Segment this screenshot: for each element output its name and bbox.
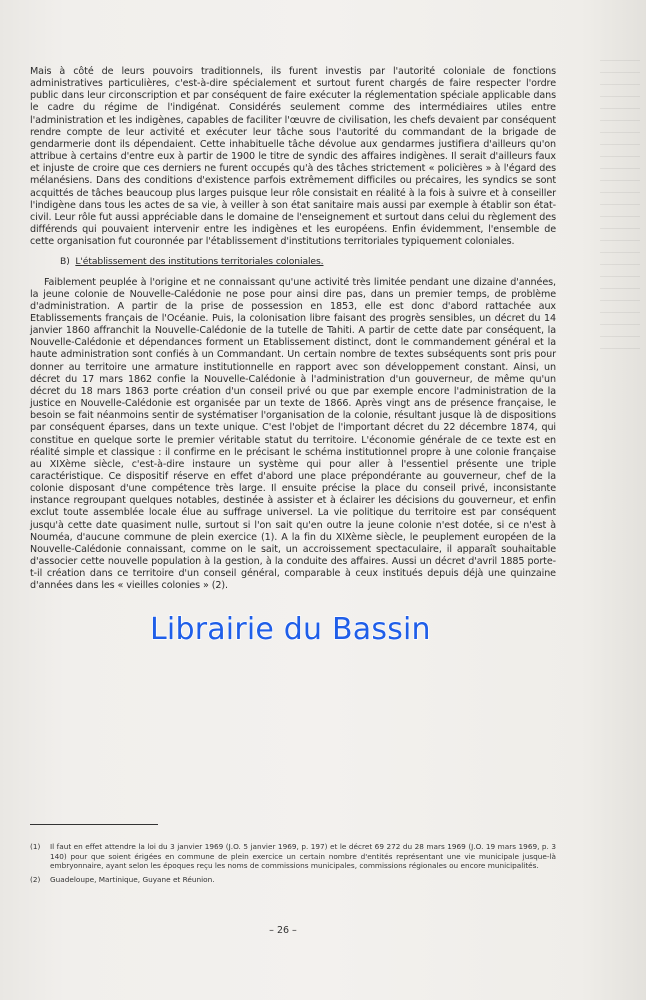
section-heading xyxy=(60,256,556,268)
section-heading-title: L'établissement des institutions territoriales coloniales. xyxy=(75,256,324,268)
body-text xyxy=(30,66,556,593)
footnote-number: (2) xyxy=(30,874,41,884)
footnote-text: Guadeloupe, Martinique, Guyane et Réunion. xyxy=(50,874,215,884)
footnote-separator xyxy=(30,824,158,825)
page-number: – 26 – xyxy=(269,925,297,936)
watermark-text: Librairie du Bassin xyxy=(150,612,431,647)
footnote-number: (1) xyxy=(30,842,41,851)
footnote-text: Il faut en effet attendre la loi du 3 janvier 1969 (J.O. 5 janvier 1969, p. 197) et le décret 69 272 du 28 mars 1969 (J.O. 19 mars 1969, p. 3 140) pour que soient érigées en commune de plein exercice un certain nombre d'entités représentant une vie municipale jusque-là embryonnaire, ayant selon les époques reçu les noms de commissions municipales, commissions régionales ou encore municipalités. xyxy=(50,842,556,871)
bleed-through-shadow xyxy=(600,60,640,360)
footnote-2 xyxy=(30,875,556,885)
footnote-1 xyxy=(30,842,556,871)
footnotes xyxy=(30,842,556,888)
paragraph-institutions: Faiblement peuplée à l'origine et ne connaissant qu'une activité très limitée pendant une dizaine d'années, la jeune colonie de Nouvelle-Calédonie ne pose pour ainsi dire pas, dans un premier temps, de problème d'administration. A partir de la prise de possession en 1853, elle est donc d'abord rattachée aux Etablissements français de l'Océanie. Puis, la colonisation libre faisant des progrès sensibles, un décret du 14 janvier 1860 affranchit la Nouvelle-Calédonie de la tutelle de Tahiti. A partir de cette date par conséquent, la Nouvelle-Calédonie et dépendances forment un Etablissement distinct, dont le commandement général et la haute administration sont confiés à un Commandant. Un certain nombre de textes subséquents sont pris pour donner au territoire une armature institutionnelle en rapport avec son développement constant. Ainsi, un décret du 17 mars 1862 confie la Nouvelle-Calédonie à l'administration d'un gouverneur, de même qu'un décret du 18 mars 1863 porte création d'un conseil privé ou que par exemple encore l'administration de la justice en Nouvelle-Calédonie est organisée par un texte de 1866. Après vingt ans de présence française, le besoin se fait néanmoins sentir de systématiser l'organisation de la colonie, résultant jusque là de dispositions par conséquent éparses, dans un texte unique. C'est l'objet de l'important décret du 22 décembre 1874, qui constitue en quelque sorte le premier véritable statut du territoire. L'économie générale de ce texte est en réalité simple et classique : il confirme en le précisant le schéma institutionnel propre à une colonie française au XIXème siècle, c'est-à-dire instaure un système qui pour aller à l'essentiel présente une triple caractéristique. Ce dispositif réserve en effet d'abord une place prépondérante au gouverneur, chef de la colonie disposant d'une compétence très large. Il ensuite précise la place du conseil privé, inconsistante instance regroupant quelques notables, destinée à assister et à éclairer les décisions du gouverneur, et enfin exclut toute assemblée locale élue au suffrage universel. La vie politique du territoire est par conséquent jusqu'à cette date quasiment nulle, surtout si l'on sait qu'en outre la jeune colonie n'est dotée, si ce n'est à Nouméa, d'aucune commune de plein exercice (1). A la fin du XIXème siècle, le peuplement européen de la Nouvelle-Calédonie connaissant, comme on le sait, un accroissement spectaculaire, il apparaît souhaitable d'associer cette nouvelle population à la gestion, à la conduite des affaires. Aussi un décret d'avril 1885 porte-t-il création dans ce territoire d'un conseil général, comparable à ceux institués depuis déjà une quinzaine d'années dans les « vieilles colonies » (2). xyxy=(30,276,556,592)
paragraph-chefs: Mais à côté de leurs pouvoirs traditionnels, ils furent investis par l'autorité coloniale de fonctions administratives particulières, c'est-à-dire spécialement et surtout furent chargés de faire respecter l'ordre public dans leur circonscription et par conséquent de faire exécuter la réglementation spéciale applicable dans le cadre du régime de l'indigénat. Considérés seulement comme des intermédiaires utiles entre l'administration et les indigènes, capables de faciliter l'œuvre de civilisation, les chefs devaient par conséquent rendre compte de leur activité et exécuter leur tâche sous l'autorité du commandant de la brigade de gendarmerie dont ils dépendaient. Cette inhabituelle tâche dévolue aux gendarmes justifiera d'ailleurs qu'on attribue à certains d'entre eux à partir de 1900 le titre de syndic des affaires indigènes. Il serait d'ailleurs faux et injuste de croire que ces derniers ne furent occupés qu'à des tâches strictement « policières » à l'égard des mélanésiens. Dans des conditions d'existence parfois extrêmement difficiles ou précaires, les syndics se sont acquittés de tâches beaucoup plus larges puisque leur rôle consistait en réalité à la fois à suivre et à conseiller l'indigène dans tous les actes de sa vie, à veiller à son état sanitaire mais aussi par exemple à établir son état-civil. Leur rôle fut aussi appréciable dans le domaine de l'enseignement et surtout dans celui du règlement des différends qui pouvaient intervenir entre les indigènes et les européens. Enfin évidemment, l'ensemble de cette organisation fut couronnée par l'établissement d'institutions territoriales typiquement coloniales. xyxy=(30,66,556,248)
section-heading-number: B) xyxy=(60,256,70,268)
